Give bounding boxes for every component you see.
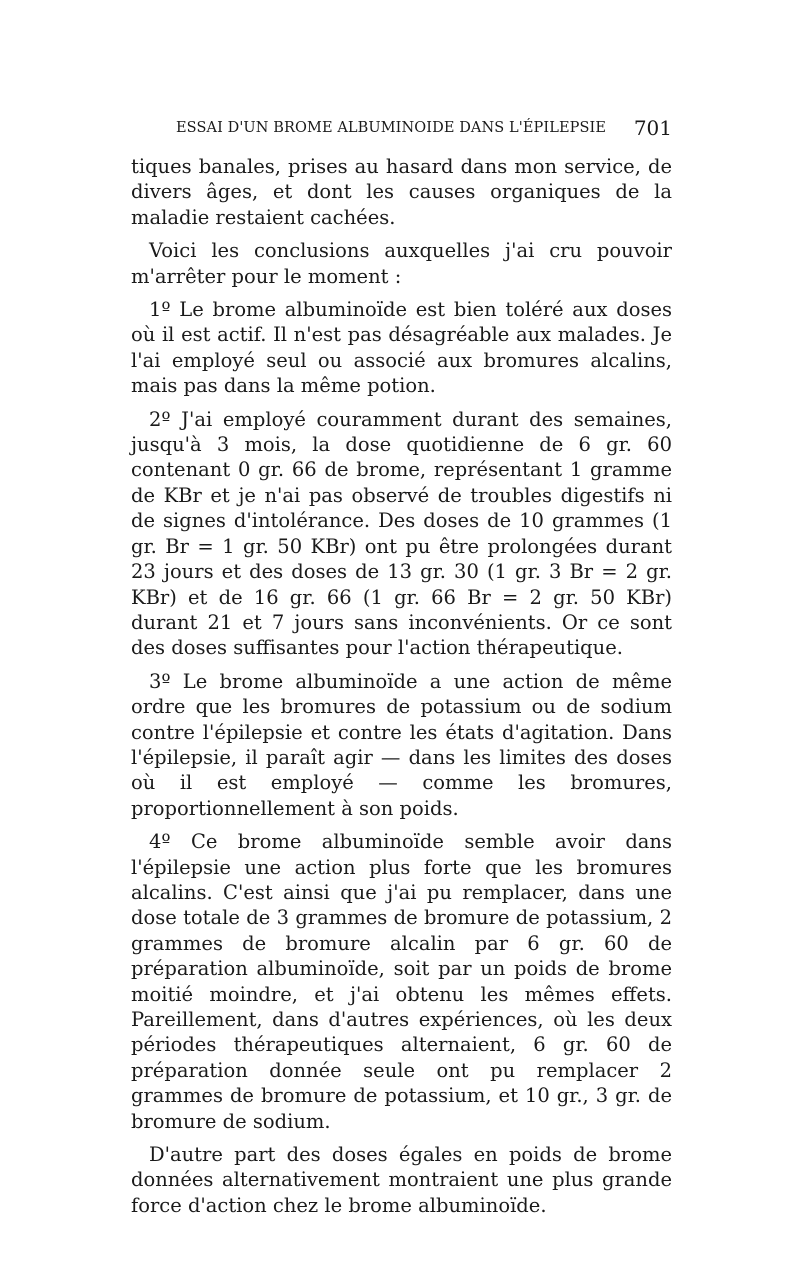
paragraph-conclusions-intro: Voici les conclusions auxquelles j'ai cru pouvoir m'arrêter pour le moment : xyxy=(131,239,672,288)
paragraph-conclusion-4: 4º Ce brome albuminoïde semble avoir dans l'épilepsie une action plus forte que les bromures alcalins. C'est ainsi que j'ai pu remplacer, dans une dose totale de 3 grammes de bromure de potassium, 2 grammes de bromure alcalin par 6 gr. 60 de préparation albuminoïde, soit par un poids de brome moitié moindre, et j'ai obtenu les mêmes effets. Pareillement, dans d'autres expériences, où les deux périodes thérapeutiques alternaient, 6 gr. 60 de préparation donnée seule ont pu remplacer 2 grammes de bromure de potassium, et 10 gr., 3 gr. de bromure de sodium. xyxy=(131,830,672,1133)
paragraph-final: D'autre part des doses égales en poids de brome données alternativement montraient une plus grande force d'action chez le brome albuminoïde. xyxy=(131,1143,672,1217)
running-head xyxy=(176,116,672,144)
body-text xyxy=(131,154,672,1226)
paragraph-conclusion-3: 3º Le brome albuminoïde a une action de même ordre que les bromures de potassium ou de sodium contre l'épilepsie et contre les états d'agitation. Dans l'épilepsie, il paraît agir — dans les limites des doses où il est employé — comme les bromures, proportionnellement à son poids. xyxy=(131,669,672,820)
running-title: ESSAI D'UN BROME ALBUMINOIDE DANS L'ÉPILEPSIE xyxy=(176,120,607,136)
paragraph-conclusion-1: 1º Le brome albuminoïde est bien toléré aux doses où il est actif. Il n'est pas désagréable aux malades. Je l'ai employé seul ou associé aux bromures alcalins, mais pas dans la même potion. xyxy=(131,298,672,398)
page-number: 701 xyxy=(633,116,672,140)
paragraph-continuation: tiques banales, prises au hasard dans mon service, de divers âges, et dont les causes organiques de la maladie restaient cachées. xyxy=(131,155,672,229)
paragraph-conclusion-2: 2º J'ai employé couramment durant des semaines, jusqu'à 3 mois, la dose quotidienne de 6 gr. 60 contenant 0 gr. 66 de brome, représentant 1 gramme de KBr et je n'ai pas observé de troubles digestifs ni de signes d'intolérance. Des doses de 10 grammes (1 gr. Br = 1 gr. 50 KBr) ont pu être prolongées durant 23 jours et des doses de 13 gr. 30 (1 gr. 3 Br = 2 gr. KBr) et de 16 gr. 66 (1 gr. 66 Br = 2 gr. 50 KBr) durant 21 et 7 jours sans inconvénients. Or ce sont des doses suffisantes pour l'action thérapeutique. xyxy=(131,407,672,660)
